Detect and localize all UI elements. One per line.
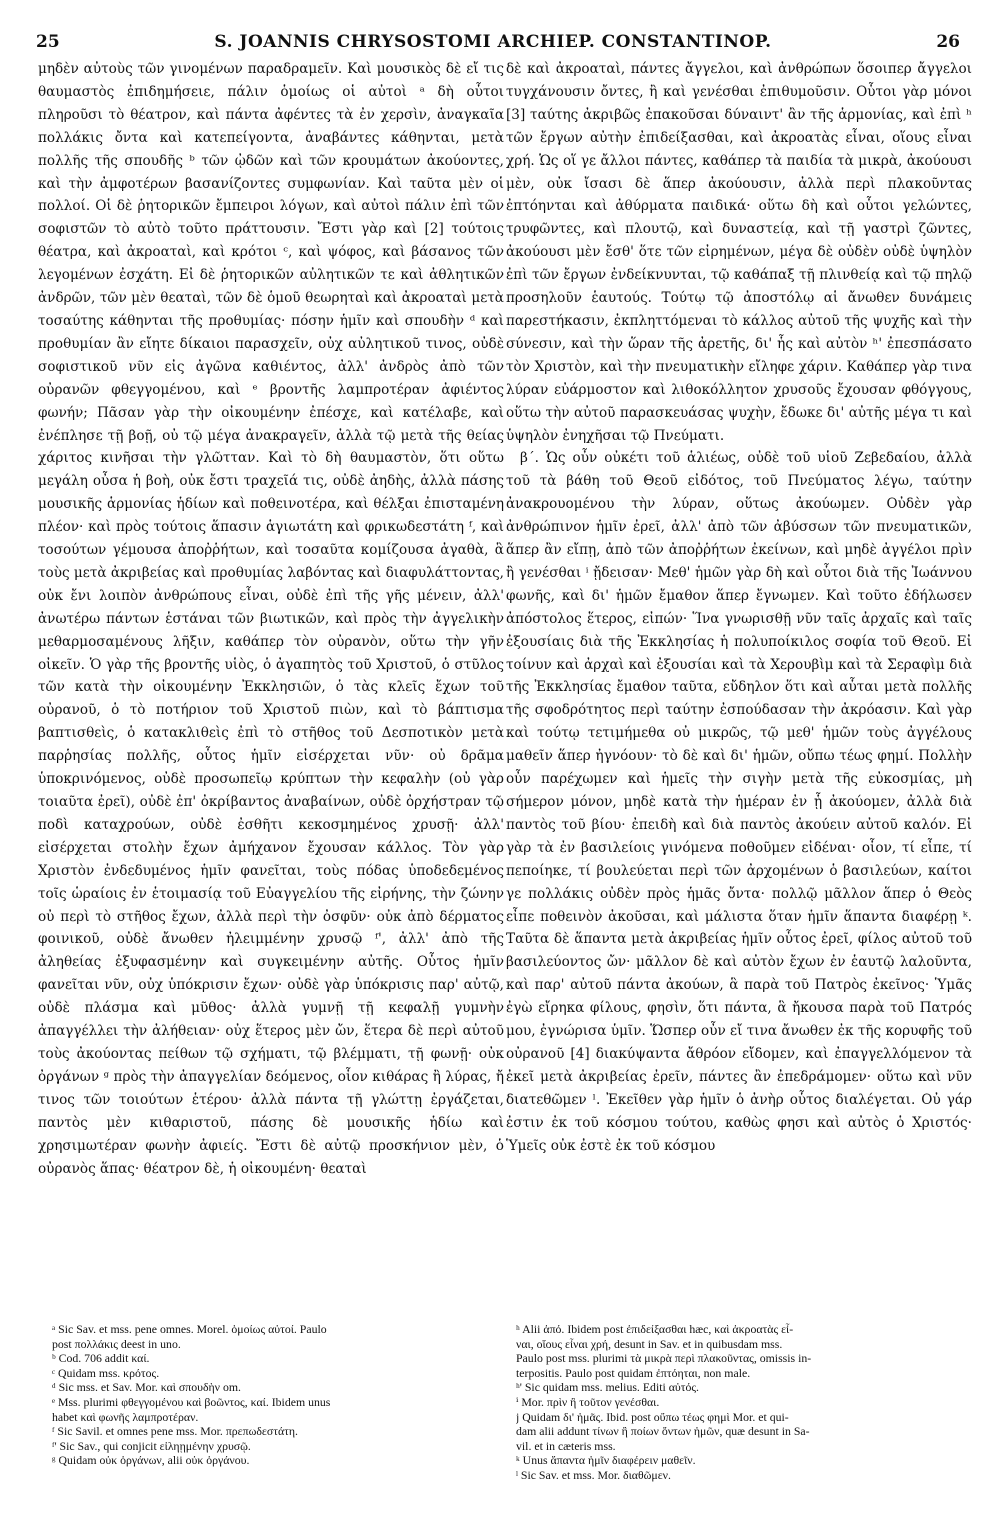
page-number-right: 26 <box>936 32 960 52</box>
footnote-line: ᵇ Cod. 706 addit καί. <box>52 1351 150 1366</box>
footnote-line: terpositis. Paulo post quidam ἐπτόηται, non male. <box>516 1365 751 1380</box>
footnote-line: post πολλάκις deest in uno. <box>52 1336 181 1351</box>
footnotes-right <box>516 1322 982 1532</box>
right-column-paragraph-1: δὲ καὶ ἀκροαταὶ, πάντες ἄγγελοι, καὶ ἀνθρώπων ὅσοιπερ ἄγγελοι τυγχάνουσιν ὄντες, ἢ καὶ γενέσθαι ἐπιθυμοῦσιν. Οὗτοι γὰρ μόνοι [3] ταύτης ἀκριβῶς ἐπακοῦσαι δύναιντ' ἂν τῆς ἁρμονίας, καὶ ἐπὶ ʰ τῶν ἔργων αὐτὴν ἐπιδείξασθαι, καὶ ἀκροατὰς εἶναι, οἵους εἶναι χρή. Ὡς οἵ γε ἄλλοι πάντες, καθάπερ τὰ παιδία τὰ μικρὰ, ἀκούουσι μὲν, οὐκ ἴσασι δὲ ἅπερ ἀκούουσιν, ἀλλὰ περὶ πλακοῦντας ἐπτόηνται καὶ ἀθύρματα παιδικά· οὕτω δὴ καὶ οὗτοι γελώντες, τρυφῶντες, καὶ πλουτῷ, καὶ δυναστείᾳ, καὶ τῇ γαστρὶ ζῶντες, ἀκούουσι μὲν ἔσθ' ὅτε τῶν εἰρημένων, μέγα δὲ οὐδὲν οὐδὲ ὑψηλὸν ἐπὶ τῶν ἔργων ἐνδείκνυνται, τῷ καθάπαξ τῇ πλινθείᾳ καὶ τῷ πηλῷ προσηλοῦν ἑαυτούς. Τούτῳ τῷ ἀποστόλῳ αἱ ἄνωθεν δυνάμεις παρεστήκασιν, ἐκπληττόμεναι τὸ κάλλος αὐτοῦ τῆς ψυχῆς καὶ τὴν σύνεσιν, καὶ τὴν ὥραν τῆς ἀρετῆς, δι' ἧς καὶ αὐτὸν ʰ' ἐπεσπάσατο τὸν Χριστὸν, καὶ τὴν πνευματικὴν εἴληφε χάριν. Καθάπερ γὰρ τινα λύραν εὐάρμοστον καὶ λιθοκόλλητον χρυσοῦς ἔχουσαν φθόγγους, οὕτω τὴν αὐτοῦ παρασκευάσας ψυχὴν, ἔδωκε δι' αὐτῆς μέγα τι καὶ ὑψηλὸν ἐνηχῆσαι τῷ Πνεύματι. <box>506 61 972 444</box>
footnote-line: ᶠ' Sic Sav., qui conjicit εἰληῃμένην χρυσῷ. <box>52 1438 251 1453</box>
page-number-left: 25 <box>36 32 60 52</box>
page-header <box>0 0 986 52</box>
footnote-line: vil. et in cæteris mss. <box>516 1438 616 1453</box>
footnote-line: ⁱ Mor. πρὶν ἢ τοῦτον γενέσθαι. <box>516 1394 660 1409</box>
footnote-line: ᵏ Unus ἅπαντα ἡμῖν διαφέρειν μαθεῖν. <box>516 1453 696 1468</box>
footnote-line: ναι, οἵους εἶναι χρή, desunt in Sav. et in quibusdam mss. <box>516 1336 783 1351</box>
footnote-line: ᶠ Sic Savil. et omnes pene mss. Mor. πρεπωδεστάτη. <box>52 1424 299 1439</box>
footnote-line: dam alii addunt τίνων ἢ ποίων ὄντων ἡμῶν, quæ desunt in Sa- <box>516 1424 810 1439</box>
footnote-line: ᵃ Sic Sav. et mss. pene omnes. Morel. ὁμοίως αὐτοί. Paulo <box>52 1322 327 1336</box>
footnote-line: ʰ Alii ἀπό. Ibidem post ἐπιδείξασθαι hæc, καὶ ἀκροατὰς εἶ- <box>516 1322 794 1336</box>
footnote-line: ᵉ Mss. plurimi φθεγγομένου καὶ βοῶντος, καί. Ibidem unus <box>52 1394 331 1409</box>
footnote-line: ᵈ Sic mss. et Sav. Mor. καὶ σπουδὴν om. <box>52 1380 241 1395</box>
footnote-line: ᵍ Quidam οὐκ ὀργάνων, alii οὐκ ὀργάνου. <box>52 1453 250 1468</box>
footnote-line: ˡ Sic Sav. et mss. Mor. διαθῶμεν. <box>516 1467 671 1482</box>
footnotes-left <box>52 1322 518 1532</box>
right-column <box>506 58 972 1310</box>
footnote-line: Paulo post mss. plurimi τὰ μικρὰ περὶ πλακοῦντας, omissis in- <box>516 1351 812 1366</box>
right-column-paragraph-2: β΄. Ὡς οὖν οὐκέτι τοῦ ἁλιέως, οὐδὲ τοῦ υἱοῦ Ζεβεδαίου, ἀλλὰ τοῦ τὰ βάθη τοῦ Θεοῦ εἰδότος, τοῦ Πνεύματος λέγω, ταύτην ἀνακρουομένου τὴν λύραν, οὕτως ἀκούωμεν. Οὐδὲν γὰρ ἀνθρώπινον ἡμῖν ἐρεῖ, ἀλλ' ἀπὸ τῶν ἀβύσσων τῶν πνευματικῶν, ἅπερ ἂν εἴπῃ, ἀπὸ τῶν ἀποῤῥήτων ἐκείνων, καὶ μηδὲ ἀγγέλοι πρὶν ἢ γενέσθαι ⁱ ᾔδεισαν· Μεθ' ἡμῶν γὰρ δὴ καὶ οὗτοι διὰ τῆς Ἰωάννου φωνῆς, καὶ δι' ἡμῶν ἔμαθον ἅπερ ἔγνωμεν. Καὶ τοῦτο ἐδήλωσεν ἀπόστολος ἕτερος, εἰπών· Ἵνα γνωρισθῇ νῦν ταῖς ἀρχαῖς καὶ ταῖς ἐξουσίαις διὰ τῆς Ἐκκλησίας ἡ πολυποίκιλος σοφία τοῦ Θεοῦ. Εἰ τοίνυν καὶ ἀρχαὶ καὶ ἐξουσίαι καὶ τὰ Χερουβὶμ καὶ τὰ Σεραφὶμ διὰ τῆς Ἐκκλησίας ἔμαθον ταῦτα, εὔδηλον ὅτι καὶ αὗται μετὰ πολλῆς τῆς σφοδρότητος περὶ ταύτην ἐσπούδασαν τὴν ἀκρόασιν. Καὶ γὰρ καὶ τούτῳ τετιμήμεθα οὐ μικρῶς, τῷ μεθ' ἡμῶν τοὺς ἀγγέλους μαθεῖν ἅπερ ἠγνόουν· τὸ δὲ καὶ δι' ἡμῶν, οὔπω τέως φημί. Πολλὴν οὖν παρέχωμεν καὶ ἡμεῖς τὴν σιγὴν μετὰ τῆς εὐκοσμίας, μὴ σήμερον μόνον, μηδὲ κατὰ τὴν ἡμέραν ἐν ᾗ ἀκούομεν, ἀλλὰ διὰ παντὸς τοῦ βίου· ἐπειδὴ καὶ διὰ παντὸς ἀκούειν αὐτοῦ καλόν. Εἰ γὰρ τὰ ἐν βασιλείοις γινόμενα ποθοῦμεν εἰδέναι· οἷον, τί εἶπε, τί πεποίηκε, τί βουλεύεται περὶ τῶν ἀρχομένων ὁ βασιλεύων, καίτοι γε πολλάκις οὐδὲν πρὸς ἡμᾶς ὄντα· πολλῷ μᾶλλον ἅπερ ὁ Θεὸς εἶπε ποθεινὸν ἀκοῦσαι, καὶ μάλιστα ὅταν ἡμῖν ἅπαντα διαφέρῃ ᵏ. Ταῦτα δὲ ἅπαντα μετὰ ἀκριβείας ἡμῖν οὗτος ἐρεῖ, φίλος αὐτοῦ τοῦ βασιλεύοντος ὤν· μᾶλλον δὲ καὶ αὐτὸν ἔχων ἐν ἑαυτῷ λαλοῦντα, καὶ παρ' αὐτοῦ πάντα ἀκούων, ἃ παρὰ τοῦ Πατρὸς ἐκεῖνος· Ὑμᾶς ἐγὼ εἴρηκα φίλους, φησὶν, ὅτι πάντα, ἃ ἤκουσα παρὰ τοῦ Πατρός μου, ἐγνώρισα ὑμῖν. Ὥσπερ οὖν εἴ τινα ἄνωθεν ἐκ τῆς κορυφῆς τοῦ οὐρανοῦ [4] διακύψαντα ἄθρόον εἴδομεν, καὶ ἐπαγγελλόμενον τὰ ἐκεῖ μετὰ ἀκριβείας ἐρεῖν, πάντες ἂν ἐπεδράμομεν· οὕτω καὶ νῦν διατεθῶμεν ˡ. Ἐκεῖθεν γὰρ ἡμῖν ὁ ἀνὴρ οὗτος διαλέγεται. Οὐ γάρ ἐστιν ἐκ τοῦ κόσμου τούτου, καθὼς φησι καὶ αὐτὸς ὁ Χριστός· Ὑμεῖς οὐκ ἐστὲ ἐκ τοῦ κόσμου <box>506 450 972 1154</box>
footnote-line: j Quidam δι' ἡμᾶς. Ibid. post οὔπω τέως φημὶ Mor. et qui- <box>516 1409 789 1424</box>
left-column <box>38 58 504 1310</box>
footnote-line: ʰ' Sic quidam mss. melius. Editi αὐτός. <box>516 1380 700 1395</box>
running-title: S. JOANNIS CHRYSOSTOMI ARCHIEP. CONSTANTINOP. <box>214 32 772 52</box>
footnote-line: ᶜ Quidam mss. κρότος. <box>52 1365 160 1380</box>
left-column-text: μηδὲν αὐτοὺς τῶν γινομένων παραδραμεῖν. Καὶ μουσικὸς δὲ εἴ τις θαυμαστὸς ἐπιδημήσειε, πάλιν ὁμοίως οἱ αὐτοὶ ᵃ δὴ οὗτοι πληροῦσι τὸ θέατρον, καὶ πάντα ἀφέντες τὰ ἐν χερσὶν, ἀναγκαῖα πολλάκις ὄντα καὶ κατεπείγοντα, ἀναβάντες κάθηνται, μετὰ πολλῆς τῆς σπουδῆς ᵇ τῶν ᾠδῶν καὶ τῶν κρουμάτων ἀκούοντες, καὶ τὴν ἀμφοτέρων βασανίζοντες συμφωνίαν. Καὶ ταῦτα μὲν οἱ πολλοί. Οἱ δὲ ῥητορικῶν ἔμπειροι λόγων, καὶ αὐτοὶ πάλιν ἐπὶ τῶν σοφιστῶν τὸ αὐτὸ τοῦτο πράττουσιν. Ἔστι γὰρ καὶ [2] τούτοις θέατρα, καὶ ἀκροαταὶ, καὶ κρότοι ᶜ, καὶ ψόφος, καὶ βάσανος τῶν λεγομένων ἐσχάτη. Εἰ δὲ ῥητορικῶν αὐλητικῶν τε καὶ ἀθλητικῶν ἀνδρῶν, τῶν μὲν θεαταὶ, τῶν δὲ ὁμοῦ θεωρηταὶ καὶ ἀκροαταὶ μετὰ τοσαύτης κάθηνται τῆς προθυμίας· πόσην ἡμῖν καὶ σπουδὴν ᵈ καὶ προθυμίαν ἂν εἴητε δίκαιοι παρασχεῖν, οὐχ αὐλητικοῦ τινος, οὐδὲ σοφιστικοῦ νῦν εἰς ἀγῶνα καθιέντος, ἀλλ' ἀνδρὸς ἀπὸ τῶν οὐρανῶν φθεγγομένου, καὶ ᵉ βροντῆς λαμπροτέραν ἀφιέντος φωνήν; Πᾶσαν γὰρ τὴν οἰκουμένην ἐπέσχε, καὶ κατέλαβε, καὶ ἐνέπλησε τῇ βοῇ, οὐ τῷ μέγα ἀνακραγεῖν, ἀλλὰ τῷ μετὰ τῆς θείας χάριτος κινῆσαι τὴν γλῶτταν. Καὶ τὸ δὴ θαυμαστὸν, ὅτι οὕτω μεγάλη οὖσα ἡ βοὴ, οὐκ ἔστι τραχεῖά τις, οὐδὲ ἀηδὴς, ἀλλὰ πάσης μουσικῆς ἁρμονίας ἡδίων καὶ ποθεινοτέρα, καὶ θέλξαι ἐπισταμένη πλέον· καὶ πρὸς τούτοις ἅπασιν ἁγιωτάτη καὶ φρικωδεστάτη ᶠ, καὶ τοσούτων γέμουσα ἀποῤῥήτων, καὶ τοσαῦτα κομίζουσα ἀγαθὰ, ἃ τοὺς μετὰ ἀκριβείας καὶ προθυμίας λαβόντας καὶ διαφυλάττοντας, οὐκ ἔνι λοιπὸν ἀνθρώπους εἶναι, οὐδὲ ἐπὶ τῆς γῆς μένειν, ἀλλ' ἀνωτέρω πάντων ἑστάναι τῶν βιωτικῶν, καὶ πρὸς τὴν ἀγγελικὴν μεθαρμοσαμένους λῆξιν, καθάπερ τὸν οὐρανὸν, οὕτω τὴν γῆν οἰκεῖν. Ὁ γὰρ τῆς βροντῆς υἱὸς, ὁ ἀγαπητὸς τοῦ Χριστοῦ, ὁ στῦλος τῶν κατὰ τὴν οἰκουμένην Ἐκκλησιῶν, ὁ τὰς κλεῖς ἔχων τοῦ οὐρανοῦ, ὁ τὸ ποτήριον τοῦ Χριστοῦ πιὼν, καὶ τὸ βάπτισμα βαπτισθεὶς, ὁ κατακλιθεὶς ἐπὶ τὸ στῆθος τοῦ Δεσποτικὸν μετὰ παρῥησίας πολλῆς, οὗτος ἡμῖν εἰσέρχεται νῦν· οὐ δρᾶμα ὑποκρινόμενος, οὐδὲ προσωπεῖῳ κρύπτων τὴν κεφαλὴν (οὐ γὰρ τοιαῦτα ἐρεῖ), οὐδὲ ἐπ' ὀκρίβαντος ἀναβαίνων, οὐδὲ ὀρχήστραν τῷ ποδὶ καταχρούων, οὐδὲ ἐσθῆτι κεκοσμημένος χρυσῇ· ἀλλ' εἰσέρχεται στολὴν ἔχων ἀμήχανον ἔχουσαν κάλλος. Τὸν γὰρ Χριστὸν ἐνδεδυμένος ἡμῖν φανεῖται, τοὺς πόδας ὑποδεδεμένος τοῖς ὡραίοις ἐν ἑτοιμασίᾳ τοῦ Εὐαγγελίου τῆς εἰρήνης, τὴν ζώνην οὐ περὶ τὸ στῆθος ἔχων, ἀλλὰ περὶ τὴν ὀσφῦν· οὐκ ἀπὸ δέρματος φοινικοῦ, οὐδὲ ἄνωθεν ἠλειμμένην χρυσῷ ᶠ', ἀλλ' ἀπὸ τῆς ἀληθείας ἐξυφασμένην καὶ συγκειμένην αὐτῆς. Οὗτος ἡμῖν φανεῖται νῦν, οὐχ ὑπόκρισιν ἔχων· οὐδὲ γὰρ ὑπόκρισις παρ' αὐτῷ, οὐδὲ πλάσμα καὶ μῦθος· ἀλλὰ γυμνῇ τῇ κεφαλῇ γυμνὴν ἀπαγγέλλει τὴν ἀλήθειαν· οὐχ ἕτερος μὲν ὤν, ἕτερα δὲ περὶ αὐτοῦ τοὺς ἀκούοντας πείθων τῷ σχήματι, τῷ βλέμματι, τῇ φωνῇ· οὐκ ὀργάνων ᵍ πρὸς τὴν ἀπαγγελίαν δεόμενος, οἷον κιθάρας ἢ λύρας, ἤ τινος τῶν τοιούτων ἑτέρου· ἀλλὰ πάντα τῇ γλώττῃ ἐργάζεται, παντὸς μὲν κιθαριστοῦ, πάσης δὲ μουσικῆς ἡδίω καὶ χρησιμωτέραν φωνὴν ἀφιείς. Ἔστι δὲ αὐτῷ προσκήνιον μὲν, ὁ οὐρανὸς ἅπας· θέατρον δὲ, ἡ οἰκουμένη· θεαταὶ <box>38 61 504 1177</box>
footnote-line: habet καὶ φωνῆς λαμπροτέραν. <box>52 1409 199 1424</box>
